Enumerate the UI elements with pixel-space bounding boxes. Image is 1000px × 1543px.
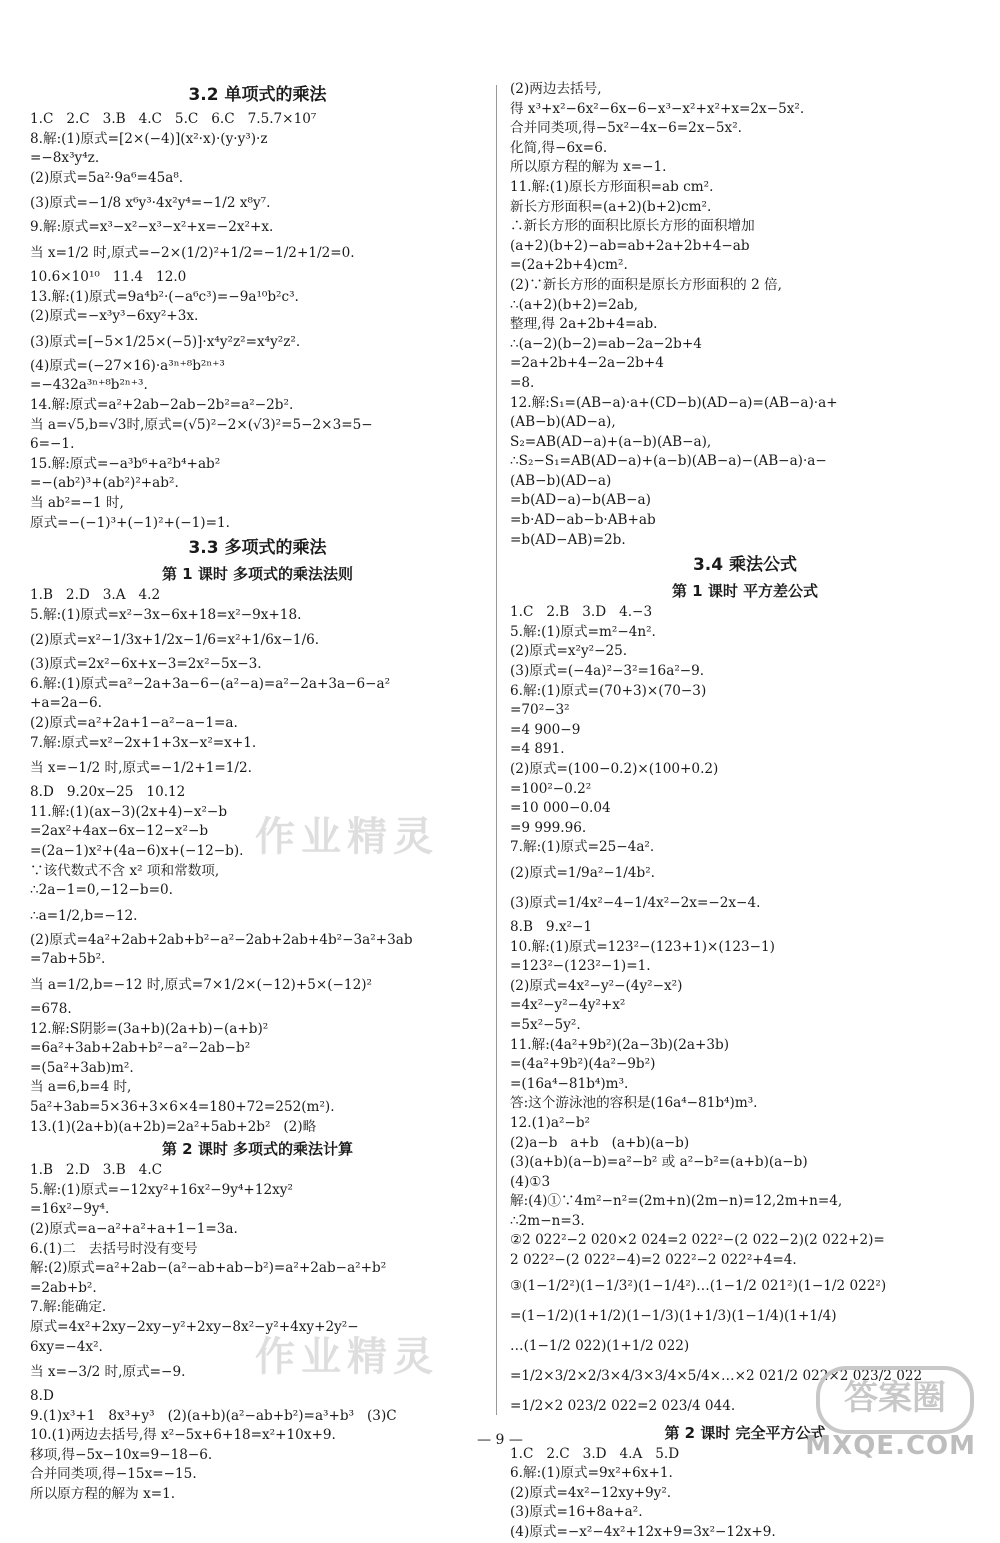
answer-line: 11.解:(1)(ax−3)(2x+4)−x²−b (30, 803, 228, 820)
answer-line: 12.(1)a²−b² (510, 1114, 590, 1131)
answer-line: ②2 022²−2 020×2 024=2 022²−(2 022−2)(2 022+2)= (510, 1232, 885, 1249)
answer-line: (2)原式=a−a²+a²+a+1−1=3a. (30, 1220, 238, 1237)
answer-line: 12.解:S₁=(AB−a)·a+(CD−b)(AD−a)=(AB−a)·a+ (510, 394, 838, 411)
answer-line: (4)原式=−x²−4x²+12x+9=3x²−12x+9. (510, 1524, 776, 1541)
answer-line: =(5a²+3ab)m². (30, 1059, 134, 1076)
answer-line: (2)原式=1/9a²−1/4b². (510, 864, 656, 881)
answer-line: 解:(2)原式=a²+2ab−(a²−ab+ab−b²)=a²+2ab−a²+b² (30, 1260, 387, 1277)
answer-line: 8.B 9.x²−1 (510, 918, 593, 935)
answer-line: 5.解:(1)原式=x²−3x−6x+18=x²−9x+18. (30, 606, 302, 623)
answer-line: (3)原式=(−4a)²−3²=16a²−9. (510, 663, 705, 680)
answer-line: 整理,得 2a+2b+4=ab. (510, 316, 658, 333)
answer-line: 6.解:(1)原式=(70+3)×(70−3) (510, 682, 707, 699)
answer-line: =−(ab²)³+(ab²)²+ab². (30, 475, 179, 492)
answer-line: 5a²+3ab=5×36+3×6×4=180+72=252(m²). (30, 1098, 335, 1115)
answer-line: 当 x=−3/2 时,原式=−9. (30, 1364, 186, 1381)
answer-line: 11.解:(4a²+9b²)(2a−3b)(2a+3b) (510, 1036, 729, 1053)
page-number: — 9 — (477, 1432, 523, 1448)
answer-line: (3)(a+b)(a−b)=a²−b² 或 a²−b²=(a+b)(a−b) (510, 1154, 808, 1171)
answer-line: =2ax²+4ax−6x−12−x²−b (30, 823, 209, 840)
answer-line: ∴2a−1=0,−12−b=0. (30, 882, 173, 899)
answer-line: 14.解:原式=a²+2ab−2ab−2b²=a²−2b². (30, 396, 294, 413)
column-divider (496, 85, 497, 1415)
answer-line: 8.解:(1)原式=[2×(−4)](x²·x)·(y·y³)·z (30, 130, 268, 147)
logo-site-url: MXQE.COM (805, 1431, 976, 1461)
answer-line: =10 000−0.04 (510, 800, 611, 817)
answer-line: =(2a+2b+4)cm². (510, 257, 628, 274)
answer-line: 7.解:原式=x²−2x+1+3x−x²=x+1. (30, 734, 257, 751)
answer-line: (2)原式=5a²·9a⁶=45a⁸. (30, 169, 184, 186)
section-title: 3.3 多项式的乘法 (188, 538, 327, 559)
answer-line: (3)原式=1/4x²−4−1/4x²−2x=−2x−4. (510, 894, 761, 911)
answer-line: 6.(1)二 去括号时没有变号 (30, 1240, 198, 1257)
answer-line: ∴(a+2)(b+2)=2ab, (510, 296, 638, 313)
answer-line: 当 x=1/2 时,原式=−2×(1/2)²+1/2=−1/2+1/2=0. (30, 244, 355, 261)
answer-line: 11.解:(1)原长方形面积=ab cm². (510, 178, 714, 195)
answer-line: =70²−3² (510, 702, 570, 719)
logo-mark: 答案圈 (816, 1366, 974, 1434)
answer-line: =100²−0.2² (510, 780, 592, 797)
answer-line: 合并同类项,得−15x=−15. (30, 1466, 197, 1483)
answer-line: (2)两边去括号, (510, 81, 602, 97)
answer-line: =9 999.96. (510, 819, 587, 836)
answer-line: 所以原方程的解为 x=1. (30, 1486, 176, 1503)
answer-line: 7.解:(1)原式=25−4a². (510, 839, 655, 856)
answer-line: =(1−1/2)(1+1/2)(1−1/3)(1+1/3)(1−1/4)(1+1/4) (510, 1307, 837, 1324)
section-title: 3.4 乘法公式 (692, 555, 798, 576)
answer-line: 当 x=−1/2 时,原式=−1/2+1=1/2. (30, 760, 252, 777)
answer-line: 原式=−(−1)³+(−1)²+(−1)=1. (30, 514, 230, 531)
answer-line: =4 900−9 (510, 721, 581, 738)
answer-line: =−8x³y⁴z. (30, 150, 100, 167)
answer-line: 5.解:(1)原式=m²−4n². (510, 623, 656, 640)
answer-line: 13.解:(1)原式=9a⁴b²·(−a⁶c³)=−9a¹⁰b²c³. (30, 288, 299, 305)
answer-line: 化简,得−6x=6. (510, 139, 608, 156)
answer-line: +a=2a−6. (30, 695, 102, 712)
answer-line: …(1−1/2 022)(1+1/2 022) (510, 1337, 690, 1354)
answer-line: (2)原式=x²−1/3x+1/2x−1/6=x²+1/6x−1/6. (30, 632, 320, 649)
answer-line: 8.D (30, 1388, 54, 1405)
answer-line: 当 ab²=−1 时, (30, 494, 124, 511)
answer-line: 答:这个游泳池的容积是(16a⁴−81b⁴)m³. (510, 1095, 758, 1112)
answer-line: (4)原式=(−27×16)·a³ⁿ⁺⁸b²ⁿ⁺³ (30, 357, 225, 374)
watermark-upper: 作业精灵 (255, 814, 439, 860)
answer-line: =(4a²+9b²)(4a²−9b²) (510, 1056, 656, 1073)
site-logo (776, 1366, 976, 1461)
answer-line: 1.C 2.C 3.B 4.C 5.C 6.C 7.5.7×10⁷ (30, 111, 317, 127)
answer-line: 10.6×10¹⁰ 11.4 12.0 (30, 268, 187, 285)
lesson-title: 第 2 课时 多项式的乘法计算 (161, 1140, 354, 1159)
answer-line: 6.解:(1)原式=a²−2a+3a−6−(a²−a)=a²−2a+3a−6−a² (30, 675, 391, 692)
answer-line: 原式=4x²+2xy−2xy−y²+2xy−8x²−y²+4xy+2y²− (30, 1318, 359, 1335)
answer-line: 1.C 2.B 3.D 4.−3 (510, 604, 653, 621)
answer-line: (2)∵新长方形的面积是原长方形面积的 2 倍, (510, 276, 782, 293)
lesson-title: 第 2 课时 完全平方公式 (664, 1423, 826, 1442)
answer-line: ∴S₂−S₁=AB(AD−a)+(a−b)(AB−a)−(AB−a)·a− (510, 453, 827, 470)
answer-line: (AB−b)(AD−a), (510, 414, 616, 431)
answer-line: =5x²−5y². (510, 1016, 581, 1033)
answer-line: (2)原式=x²y²−25. (510, 643, 628, 660)
answer-line: 移项,得−5x−10x=9−18−6. (30, 1446, 213, 1463)
answer-line: =16x²−9y⁴. (30, 1201, 110, 1218)
answer-line: =−432a³ⁿ⁺⁸b²ⁿ⁺³. (30, 377, 148, 394)
answer-line: 合并同类项,得−5x²−4x−6=2x−5x². (510, 120, 742, 137)
answer-line: 所以原方程的解为 x=−1. (510, 159, 667, 176)
answer-line: 新长方形面积=(a+2)(b+2)cm². (510, 198, 712, 215)
answer-line: =b·AD−ab−b·AB+ab (510, 512, 656, 529)
answer-line: =7ab+5b². (30, 951, 106, 968)
answer-line: =678. (30, 1001, 72, 1017)
answer-line: =8. (510, 374, 535, 391)
answer-line: =2a+2b+4−2a−2b+4 (510, 355, 664, 372)
answer-line: 9.解:原式=x³−x²−x³−x²+x=−2x²+x. (30, 219, 274, 236)
section-title: 3.2 单项式的乘法 (188, 85, 327, 105)
answer-line: (2)原式=−x³y³−6xy²+3x. (30, 308, 199, 325)
answer-line: 10.(1)两边去括号,得 x²−5x+6+18=x²+10x+9. (30, 1427, 336, 1444)
answer-line: (2)原式=(100−0.2)×(100+0.2) (510, 761, 719, 777)
answer-line: ∴a=1/2,b=−12. (30, 907, 138, 924)
watermark-lower: 作业精灵 (255, 1334, 439, 1380)
answer-line: =2ab+b². (30, 1279, 97, 1296)
answer-line: (2)原式=4a²+2ab+2ab+b²−a²−2ab+2ab+4b²−3a²+3ab (30, 931, 413, 948)
answer-line: (AB−b)(AD−a) (510, 472, 612, 489)
answer-line: (3)原式=[−5×1/25×(−5)]·x⁴y²z²=x⁴y²z². (30, 333, 301, 350)
answer-line: =4x²−y²−4y²+x² (510, 997, 626, 1014)
answer-line: ∴2m−n=3. (510, 1212, 585, 1229)
answer-line: 5.解:(1)原式=−12xy²+16x²−9y⁴+12xy² (30, 1181, 293, 1198)
answer-line: 当 a=1/2,b=−12 时,原式=7×1/2×(−12)+5×(−12)² (30, 977, 372, 993)
answer-line: 10.解:(1)原式=123²−(123+1)×(123−1) (510, 938, 775, 955)
answer-line: (3)原式=−1/8 x⁶y³·4x²y⁴=−1/2 x⁸y⁷. (30, 195, 271, 212)
answer-line: 6xy=−4x². (30, 1338, 103, 1355)
answer-line: 12.解:S阴影=(3a+b)(2a+b)−(a+b)² (30, 1020, 269, 1037)
answer-line: =123²−(123²−1)=1. (510, 958, 651, 975)
answer-line: 9.(1)x³+1 8x³+y³ (2)(a+b)(a²−ab+b²)=a³+b³ (3)C (30, 1407, 397, 1424)
lesson-title: 第 1 课时 平方差公式 (671, 582, 819, 601)
answer-line: (a+2)(b+2)−ab=ab+2a+2b+4−ab (510, 237, 750, 254)
answer-line: 2 022²−(2 022²−4)=2 022²−2 022²+4=4. (510, 1252, 797, 1269)
answer-line: (3)原式=2x²−6x+x−3=2x²−5x−3. (30, 656, 262, 673)
answer-line: 得 x³+x²−6x²−6x−6−x³−x²+x²+x=2x−5x². (510, 100, 805, 117)
right-column (510, 80, 980, 1543)
answer-line: (4)①3 (510, 1173, 551, 1190)
answer-line: 1.C 2.C 3.D 4.A 5.D (510, 1445, 680, 1462)
answer-line: ③(1−1/2²)(1−1/3²)(1−1/4²)…(1−1/2 021²)(1−1/2 022²) (510, 1277, 887, 1294)
answer-line: 6.解:(1)原式=9x²+6x+1. (510, 1465, 673, 1482)
answer-line: (2)原式=a²+2a+1−a²−a−1=a. (30, 715, 238, 732)
answer-line: S₂=AB(AD−a)+(a−b)(AB−a), (510, 433, 712, 450)
answer-line: (2)原式=4x²−12xy+9y². (510, 1484, 672, 1501)
answer-line: =6a²+3ab+2ab+b²−a²−2ab−b² (30, 1040, 251, 1057)
answer-line: =1/2×2 023/2 022=2 023/4 044. (510, 1397, 736, 1414)
answer-line: =(16a⁴−81b⁴)m³. (510, 1075, 629, 1092)
answer-line: (2)a−b a+b (a+b)(a−b) (510, 1134, 690, 1151)
answer-line: (2)原式=4x²−y²−(4y²−x²) (510, 977, 683, 994)
answer-line: =(2a−1)x²+(4a−6)x+(−12−b). (30, 843, 244, 860)
answer-line: =b(AD−a)−b(AB−a) (510, 492, 651, 509)
answer-line: ∴新长方形的面积比原长方形的面积增加 (510, 218, 755, 235)
answer-line: 15.解:原式=−a³b⁶+a²b⁴+ab² (30, 455, 221, 472)
answer-line: (3)原式=16+8a+a². (510, 1504, 643, 1521)
lesson-title: 第 1 课时 多项式的乘法法则 (161, 565, 354, 584)
answer-line: 1.B 2.D 3.B 4.C (30, 1162, 163, 1179)
answer-line: 13.(1)(2a+b)(a+2b)=2a²+5ab+2b² (2)略 (30, 1118, 317, 1135)
answer-line: =4 891. (510, 741, 565, 758)
left-column (30, 80, 485, 1505)
answer-line: 当 a=6,b=4 时, (30, 1079, 132, 1096)
answer-line: 当 a=√5,b=√3时,原式=(√5)²−2×(√3)²=5−2×3=5− (30, 416, 373, 433)
answer-line: =b(AD−AB)=2b. (510, 531, 626, 548)
answer-line: 1.B 2.D 3.A 4.2 (30, 587, 161, 604)
answer-line: 解:(4)①∵4m²−n²=(2m+n)(2m−n)=12,2m+n=4, (510, 1193, 843, 1210)
answer-line: ∴(a−2)(b−2)=ab−2a−2b+4 (510, 335, 702, 352)
answer-line: 8.D 9.20x−25 10.12 (30, 784, 186, 801)
answer-line: =1/2×3/2×2/3×4/3×3/4×5/4×…×2 021/2 022×2 023/2 022 (510, 1367, 923, 1384)
answer-line: 6=−1. (30, 436, 75, 453)
answer-line: 7.解:能确定. (30, 1299, 107, 1316)
answer-line: ∵该代数式不含 x² 项和常数项, (30, 862, 220, 879)
